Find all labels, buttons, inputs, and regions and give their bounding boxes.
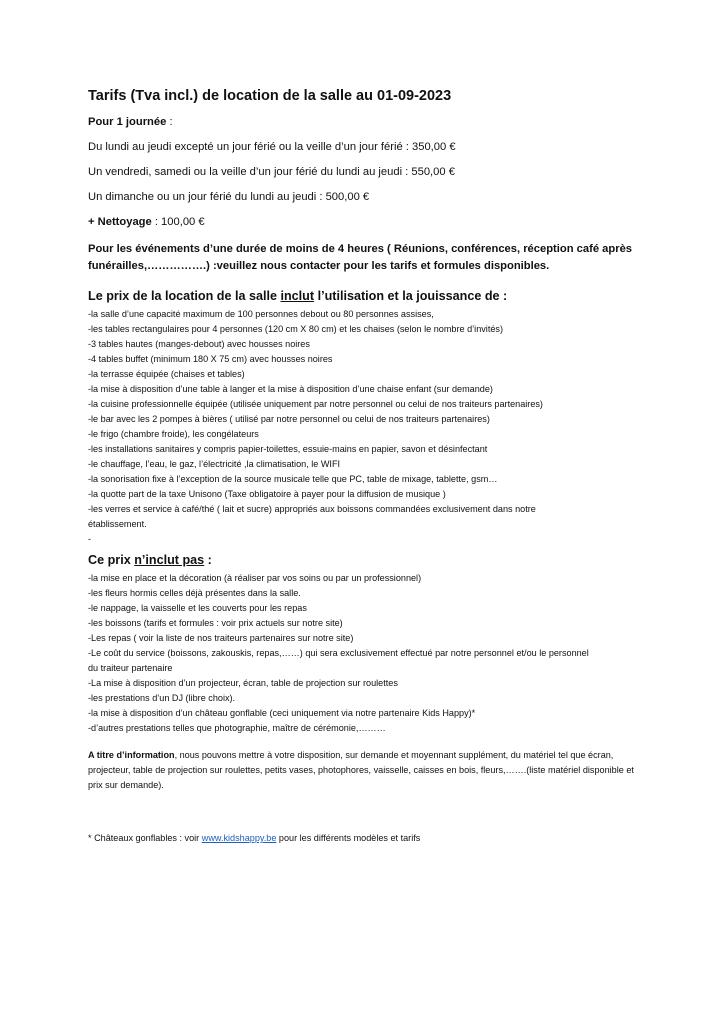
excluded-list	[88, 571, 648, 736]
cleaning-value: : 100,00 €	[151, 216, 205, 228]
list-item: -Les repas ( voir la liste de nos traiteurs partenaires sur notre site)	[88, 633, 354, 643]
included-heading-text: Le prix de la location de la salle	[88, 289, 281, 303]
list-item: -3 tables hautes (manges-debout) avec housses noires	[88, 339, 310, 349]
list-item: -4 tables buffet (minimum 180 X 75 cm) avec housses noires	[88, 354, 333, 364]
info-text: , nous pouvons mettre à votre disposition, sur demande et moyennant supplément, du matériel tel que écran, projecteur, table de projection sur roulettes, petits vases, photophores, vaisselle, caisses en bois, fleurs,…….(liste matériel disponible et prix sur demande).	[88, 750, 634, 790]
list-item: -la mise en place et la décoration (à réaliser par vos soins ou par un professionnel)	[88, 573, 422, 583]
list-item: -la salle d’une capacité maximum de 100 personnes debout ou 80 personnes assises,	[88, 309, 434, 319]
document-page	[88, 88, 648, 843]
price-line: Un dimanche ou un jour férié du lundi au jeudi : 500,00 €	[88, 191, 370, 203]
event-notice: Pour les événements d’une durée de moins de 4 heures ( Réunions, conférences, réception café après funérailles,…………….) :veuillez nous contacter pour les tarifs et formules disponibles.	[88, 243, 633, 272]
price-line: Un vendredi, samedi ou la veille d’un jour férié du lundi au jeudi : 550,00 €	[88, 166, 455, 178]
page-title: Tarifs (Tva incl.) de location de la salle au 01-09-2023	[88, 88, 452, 104]
excluded-heading	[88, 553, 648, 567]
info-bold: A titre d’information	[88, 750, 175, 760]
list-item: du traiteur partenaire	[88, 663, 173, 673]
price-line: Du lundi au jeudi excepté un jour férié ou la veille d’un jour férié : 350,00 €	[88, 141, 456, 153]
footnote-end: pour les différents modèles et tarifs	[276, 833, 421, 843]
list-item: -les prestations d’un DJ (libre choix).	[88, 693, 236, 703]
list-item: -les tables rectangulaires pour 4 personnes (120 cm X 80 cm) et les chaises (selon le nombre d’invités)	[88, 324, 503, 334]
list-item: -les verres et service à café/thé ( lait et sucre) appropriés aux boissons commandées exclusivement dans notre	[88, 504, 536, 514]
day-heading-colon: :	[166, 116, 173, 128]
included-list	[88, 307, 648, 532]
kidshappy-link[interactable]: www.kidshappy.be	[201, 833, 277, 843]
excluded-heading-text: Ce prix	[88, 553, 135, 567]
list-item: -le frigo (chambre froide), les congélateurs	[88, 429, 259, 439]
list-item: -le nappage, la vaisselle et les couverts pour les repas	[88, 603, 307, 613]
list-item: -les installations sanitaires y compris papier-toilettes, essuie-mains en papier, savon et désinfectant	[88, 444, 488, 454]
day-heading	[88, 116, 648, 128]
list-item: -le bar avec les 2 pompes à bières ( utilisé par notre personnel ou celui de nos traiteurs partenaires)	[88, 414, 490, 424]
cleaning-line	[88, 216, 648, 228]
list-item: -la terrasse équipée (chaises et tables)	[88, 369, 245, 379]
excluded-heading-underlined: n’inclut pas	[134, 553, 205, 567]
excluded-heading-end: :	[204, 553, 212, 567]
list-item: -la sonorisation fixe à l’exception de la source musicale telle que PC, table de mixage, tablette, gsm…	[88, 474, 498, 484]
included-heading	[88, 289, 648, 303]
list-item: -les fleurs hormis celles déjà présentes dans la salle.	[88, 588, 301, 598]
footnote	[88, 833, 648, 843]
day-heading-label: Pour 1 journée	[88, 116, 167, 128]
footnote-text: * Châteaux gonflables : voir	[88, 833, 202, 843]
list-item: -le chauffage, l’eau, le gaz, l’électricité ,la climatisation, le WIFI	[88, 459, 341, 469]
list-item: -la mise à disposition d’un château gonflable (ceci uniquement via notre partenaire Kids Happy)*	[88, 708, 476, 718]
list-item: -d’autres prestations telles que photographie, maître de cérémonie,………	[88, 723, 386, 733]
list-item: -les boissons (tarifs et formules : voir prix actuels sur notre site)	[88, 618, 343, 628]
list-item: -la mise à disposition d’une table à langer et la mise à disposition d’une chaise enfant (sur demande)	[88, 384, 493, 394]
included-heading-end: l’utilisation et la jouissance de :	[314, 289, 508, 303]
list-item: -la cuisine professionnelle équipée (utilisée uniquement par notre personnel ou celui de nos traiteurs partenaires)	[88, 399, 543, 409]
info-paragraph	[88, 748, 648, 793]
list-item: -La mise à disposition d’un projecteur, écran, table de projection sur roulettes	[88, 678, 398, 688]
list-item: établissement.	[88, 519, 147, 529]
list-item: -Le coût du service (boissons, zakouskis, repas,……) qui sera exclusivement effectué par notre personnel et/ou le personnel	[88, 648, 589, 658]
list-item: -la quotte part de la taxe Unisono (Taxe obligatoire à payer pour la diffusion de musique )	[88, 489, 446, 499]
trailing-dash: -	[88, 534, 92, 544]
cleaning-label: + Nettoyage	[88, 216, 152, 228]
included-heading-underlined: inclut	[280, 289, 315, 303]
